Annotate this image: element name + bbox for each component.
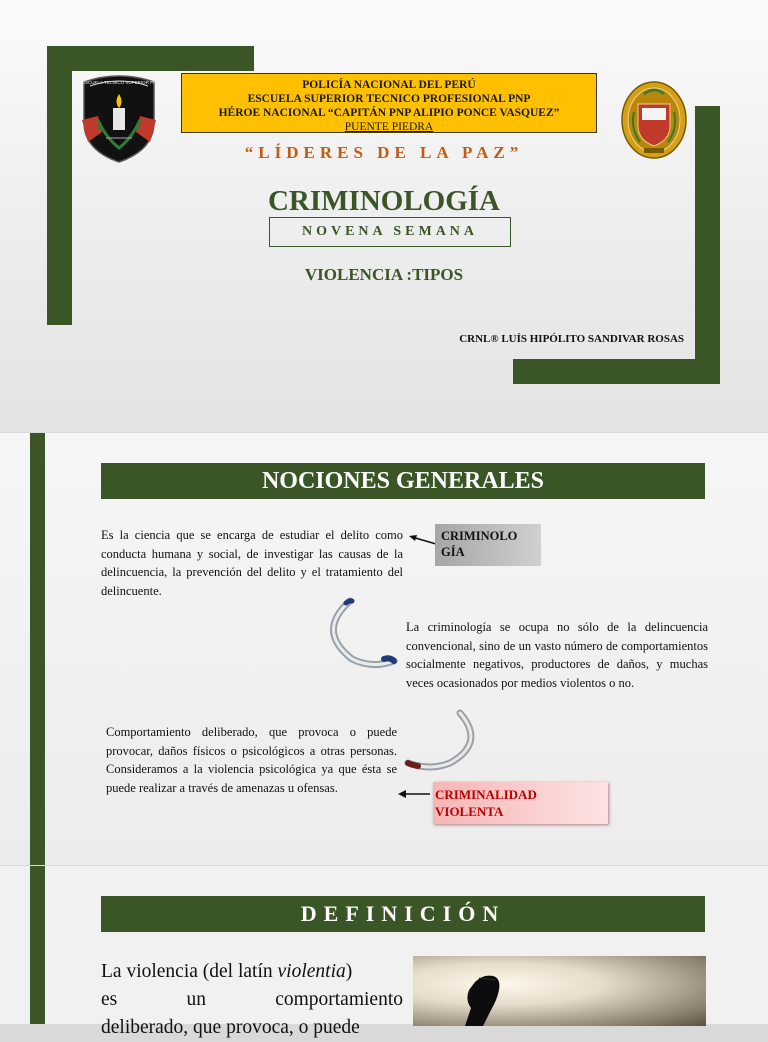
nociones-slide <box>0 433 768 865</box>
definition-word: es <box>101 989 118 1010</box>
slide-left-bar <box>30 433 45 865</box>
motto: “LÍDERES DE LA PAZ” <box>244 143 524 162</box>
fist-photo <box>413 956 706 1026</box>
definition-word: un <box>186 989 206 1010</box>
definicion-slide <box>0 866 768 1038</box>
curved-arrow-icon <box>400 709 480 775</box>
definition-text <box>101 958 403 1042</box>
institution-header-box <box>181 73 597 133</box>
frame-bar-bottom-right <box>513 359 720 384</box>
raised-fist-icon <box>413 956 706 1026</box>
topic-title: VIOLENCIA :TIPOS <box>304 265 464 284</box>
definition-text-a: La violencia (del latín <box>101 961 278 982</box>
title-slide <box>0 0 768 432</box>
author-name: CRNL® LUÍS HIPÓLITO SANDIVAR ROSAS <box>459 333 684 345</box>
left-emblem-text: ESCUELA TECNICO SUPERIOR PNP <box>82 80 160 85</box>
section-heading: NOCIONES GENERALES <box>101 463 705 499</box>
criminalidad-violenta-tag: CRIMINALIDAD VIOLENTA <box>433 782 608 824</box>
curved-arrow-icon <box>324 597 406 671</box>
definition-latin-word: violentia <box>277 961 346 982</box>
definition-line-1 <box>101 958 403 986</box>
institution-line-3: HÉROE NACIONAL “CAPITÁN PNP ALIPIO PONCE VASQUEZ” <box>218 107 560 119</box>
institution-line-2: ESCUELA SUPERIOR TECNICO PROFESIONAL PNP <box>247 93 531 105</box>
frame-bar-top-left <box>47 46 254 71</box>
institution-line-1: POLICÍA NACIONAL DEL PERÚ <box>302 79 476 91</box>
institution-line-4: PUENTE PIEDRA <box>344 121 434 133</box>
section-heading: DEFINICIÓN <box>101 896 705 932</box>
definition-word: comportamiento <box>275 989 403 1010</box>
course-title: CRIMINOLOGÍA <box>267 185 500 217</box>
definition-text-b: ) <box>345 961 353 982</box>
definition-line-3: deliberado, que provoca, o puede <box>101 1017 360 1038</box>
arrow-left-icon <box>406 533 438 547</box>
definition-line-2 <box>101 986 403 1014</box>
definition-paragraph: Es la ciencia que se encarga de estudiar el delito como conducta humana y social, de investigar las causas de la delincuencia, la prevención del delito y el tratamiento del delincuente. <box>101 528 403 598</box>
slide-left-bar <box>30 866 45 1024</box>
week-label: NOVENA SEMANA <box>269 217 511 247</box>
arrow-left-icon <box>396 788 432 800</box>
scope-paragraph: La criminología se ocupa no sólo de la delincuencia convencional, sino de un vasto número de comportamientos socialmente negativos, productores de daños, y muchas veces ocasionados por medios violentos o no. <box>406 620 708 690</box>
criminologia-tag: CRIMINOLO GÍA <box>435 524 541 566</box>
violence-paragraph: Comportamiento deliberado, que provoca o puede provocar, daños físicos o psicológicos a otras personas. Consideramos a la violencia psicológica ya que ésta se puede realizar a través de amenazas u ofensas. <box>106 725 397 795</box>
